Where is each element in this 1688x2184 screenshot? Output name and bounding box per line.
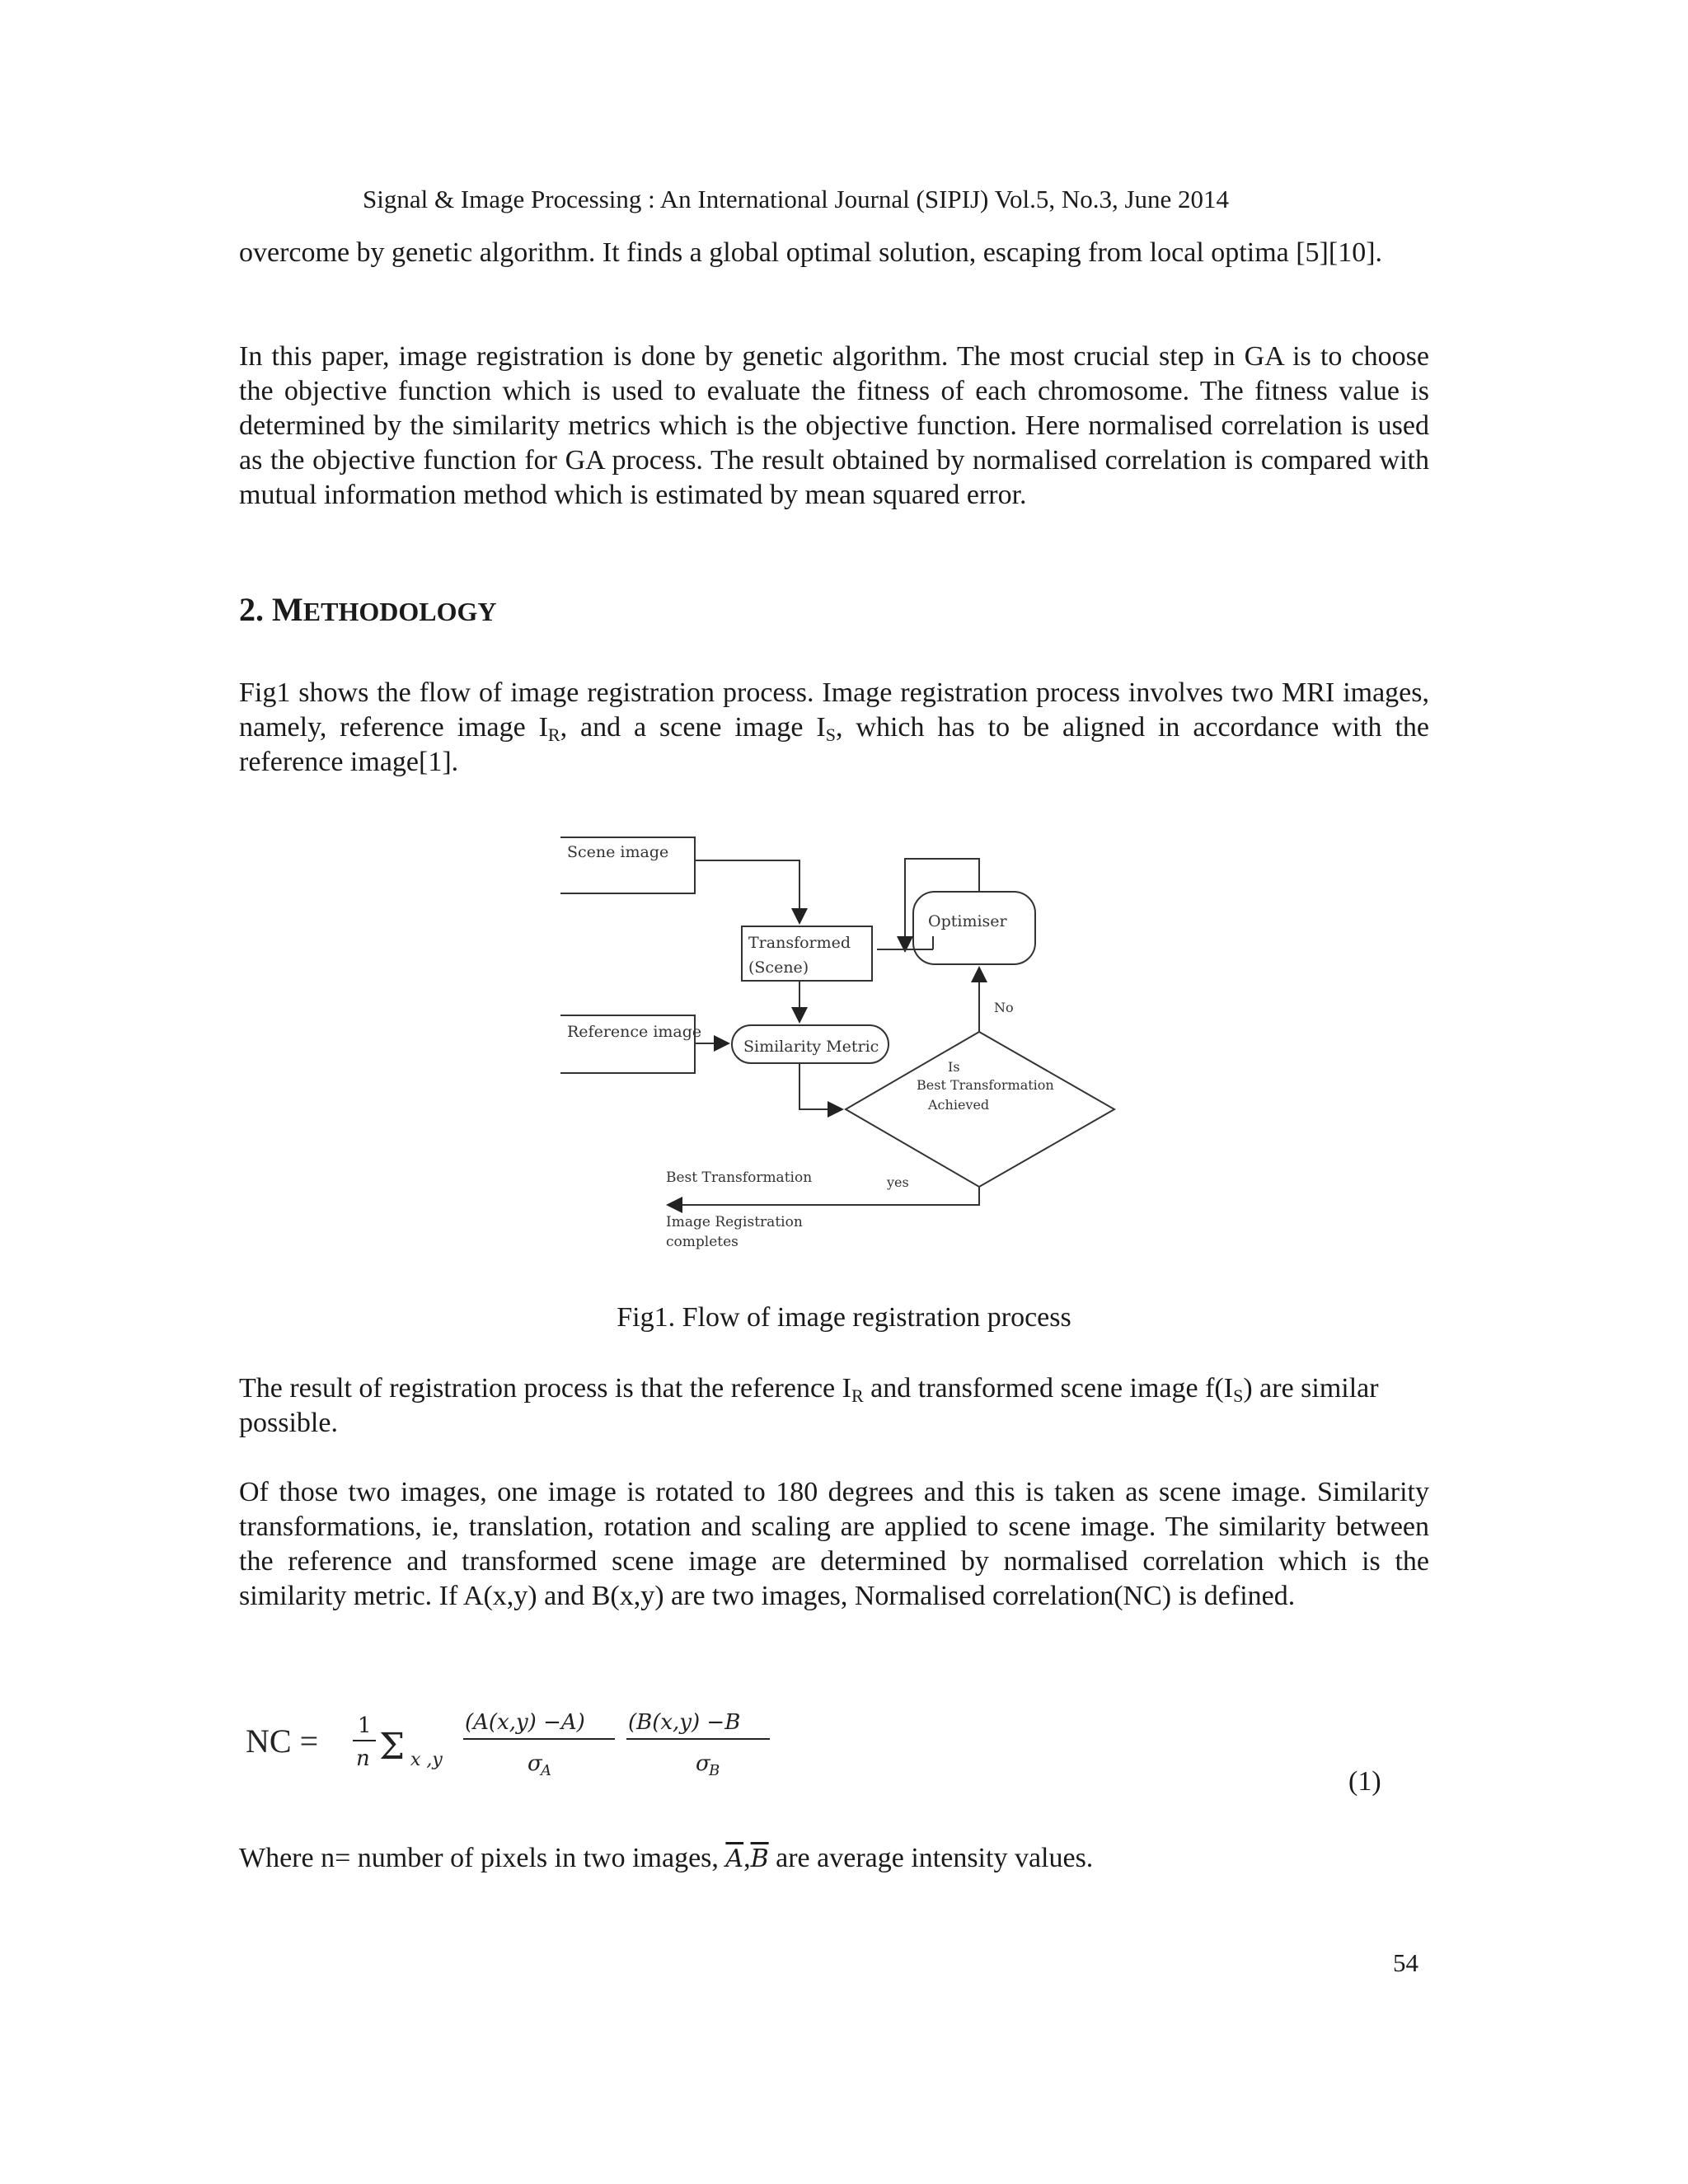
reference-image-label: Reference image xyxy=(567,1023,702,1041)
figure-caption: Fig1. Flow of image registration process xyxy=(617,1302,1071,1333)
registration-label-line1: Image Registration xyxy=(666,1214,803,1230)
decision-label-line2: Best Transformation xyxy=(917,1077,1054,1093)
no-label: No xyxy=(994,1000,1014,1015)
equation-lhs: NC = xyxy=(246,1722,319,1760)
transformed-label-line1: Transformed xyxy=(748,934,851,952)
best-transformation-output-label: Best Transformation xyxy=(666,1169,813,1186)
equation-term-a-den-sub: A xyxy=(541,1762,551,1779)
decision-label-line1: Is xyxy=(948,1059,960,1075)
arrow-similarity-to-decision xyxy=(799,1063,841,1109)
equation-nc xyxy=(242,1698,786,1788)
paragraph-where-n: Where n= number of pixels in two images, $\overline{A},\overline{B}$ are average intensity values. xyxy=(239,1843,1094,1873)
yes-label: yes xyxy=(887,1174,909,1190)
similarity-metric-label: Similarity Metric xyxy=(743,1038,879,1056)
equation-frac-num: 1 xyxy=(358,1713,372,1738)
journal-header: Signal & Image Processing : An International Journal (SIPIJ) Vol.5, No.3, June 2014 xyxy=(363,185,1230,213)
equation-frac-den: n xyxy=(356,1746,370,1771)
arrow-optimiser-loop xyxy=(905,859,979,949)
arrow-decision-yes xyxy=(669,1187,979,1205)
transformed-label-line2: (Scene) xyxy=(748,958,809,977)
equation-term-b-den: σ xyxy=(696,1751,710,1776)
equation-term-b-den-sub: B xyxy=(709,1762,720,1779)
equation-term-a-num: (A(x,y) −A) xyxy=(465,1710,585,1735)
section-heading-methodology: 2. METHODOLOGY xyxy=(239,591,497,628)
paragraph-ga-objective: In this paper, image registration is done by genetic algorithm. The most crucial step in GA is to choose the objective function which is used to evaluate the fitness of each chromosome. The fitness value is determined by the similarity metrics which is the objective function. Here normalised correlation is used as the objective function for GA process. The result obtained by normalised correlation is compared with mutual information method which is estimated by mean squared error. xyxy=(239,341,1429,510)
equation-term-a-den: σ xyxy=(528,1751,542,1776)
registration-flowchart xyxy=(560,824,1121,1261)
paragraph-registration-result: The result of registration process is that the reference $I_R$ and transformed scene image $f(I_S)$ are similar possible. xyxy=(239,1373,1379,1438)
equation-sigma-sub: x ,y xyxy=(410,1750,443,1770)
scene-image-label: Scene image xyxy=(567,843,669,861)
arrow-scene-to-transformed xyxy=(695,860,799,921)
paragraph-fig1-description: Fig1 shows the flow of image registration process. Image registration process involves two MRI images, namely, reference image $I_R$, and a scene image $I_S$, which has to be aligned in accordance with the reference image[1]. xyxy=(239,677,1430,777)
equation-sigma: Σ xyxy=(379,1726,406,1768)
page-number: 54 xyxy=(1393,1948,1418,1977)
decision-label-line3: Achieved xyxy=(928,1097,990,1113)
paragraph-intro-continuation: overcome by genetic algorithm. It finds a global optimal solution, escaping from local optima [5][10]. xyxy=(239,237,1383,268)
equation-term-b-num: (B(x,y) −B xyxy=(628,1710,741,1735)
registration-label-line2: completes xyxy=(666,1234,738,1250)
equation-number: (1) xyxy=(1348,1766,1381,1797)
optimiser-label: Optimiser xyxy=(928,912,1007,930)
paragraph-normalised-correlation: Of those two images, one image is rotated to 180 degrees and this is taken as scene image. Similarity transformations, ie, translation, rotation and scaling are applied to scene image. The similarity between the reference and transformed scene image are determined by normalised correlation which is the similarity metric. If A(x,y) and B(x,y) are two images, Normalised correlation(NC) is defined. xyxy=(239,1477,1429,1611)
